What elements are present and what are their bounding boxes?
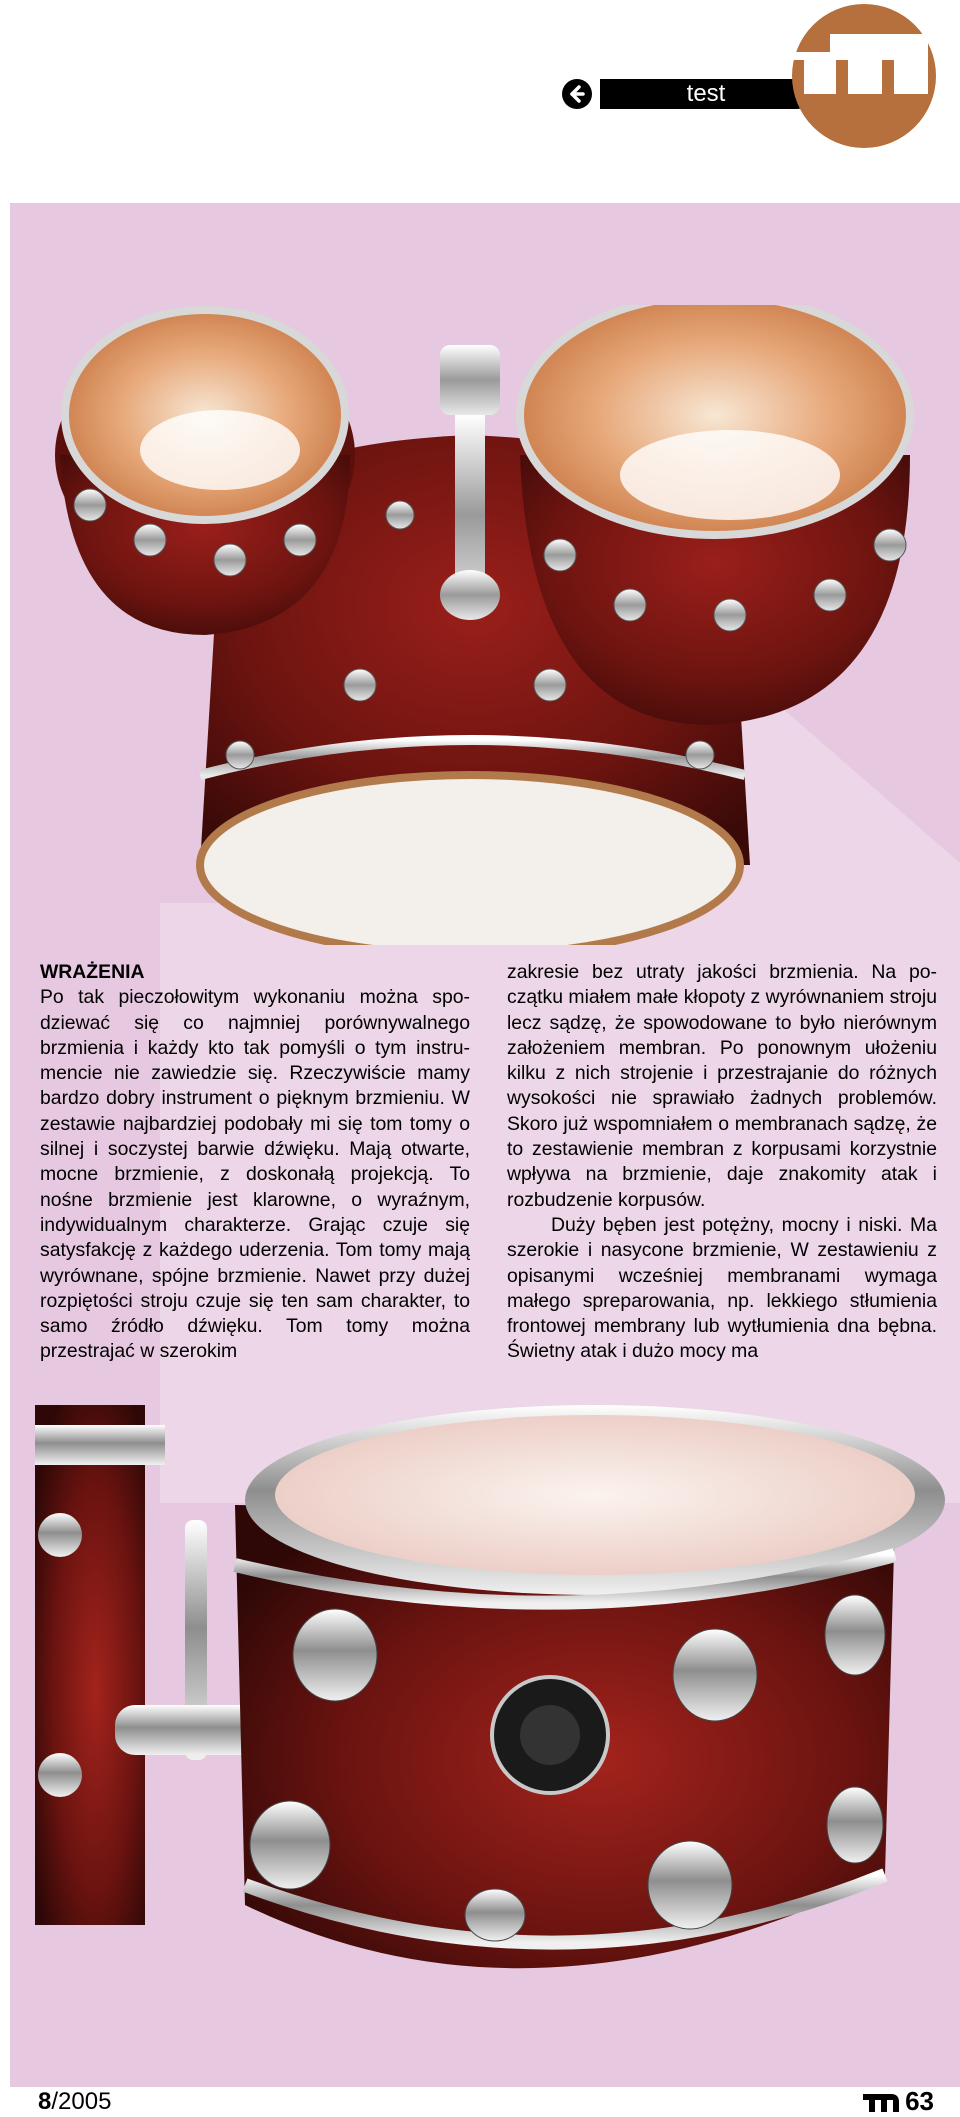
paragraph: zakresie bez utraty jakości brzmienia. Na początku miałem małe kłopoty z wyrównaniem stroju lecz sądzę, że spowodowane to było nierównym założeniem membran. Po ponownym ułożeniu kilku z nich strojenie i przestrajanie do różnych wysokości nie sprawiało żadnych problemów. Skoro już wspomniałem o membranach sądzę, że to zestawienie membran z korpusami korzystnie wpływa na brzmienie, daje znakomity atak i rozbudzenie korpusów. bbox=[507, 961, 937, 1211]
section-heading: WRAŻENIA bbox=[40, 961, 145, 983]
issue-date bbox=[38, 2088, 111, 2116]
section-label: test bbox=[600, 79, 812, 109]
page-number: 63 bbox=[905, 2086, 934, 2116]
page-header bbox=[0, 0, 960, 200]
paragraph: Po tak pieczołowitym wykonaniu można spodziewać się co najmniej porównywalnego brzmienia i każdy kto tak pomyśli o tym instrumencie nie zawiedzie się. Rzeczywiście mamy bardzo dobry instrument o pięknym brzmieniu. W zestawie najbardziej podobały mi się tom tomy o silnej i soczystej barwie dźwięku. Mają otwarte, mocne brzmienie, z doskonałą projekcją. To nośne brzmienie jest klarowne, o wyraźnym, indywidualnym charakterze. Grając czuje się satysfakcję z każdego uderzenia. Tom tomy mają wyrównane, spójne brzmienie. Nawet przy dużej rozpiętości stroju czuje się ten sam charakter, to samo źródło dźwięku. Tom tomy można przestrajać w szerokim bbox=[40, 986, 470, 1363]
article-column-right bbox=[507, 960, 937, 1365]
paragraph: Duży bęben jest potężny, mocny i niski. Ma szerokie i nasycone brzmienie, W zestawieniu z opisanymi wcześniej membranami wymaga małego spreparowania, np. lekkiego stłumienia frontowej membrany lub wytłumienia dna bębna. Świetny atak i dużo mocy ma bbox=[507, 1213, 937, 1363]
magazine-logo-icon bbox=[863, 2090, 899, 2112]
page-footer bbox=[863, 2086, 934, 2116]
issue-number: 8 bbox=[38, 2088, 52, 2115]
drum-kit-photo bbox=[30, 305, 950, 945]
tom-closeup-photo bbox=[35, 1405, 950, 2015]
arrow-left-icon[interactable] bbox=[562, 79, 592, 109]
issue-year: /2005 bbox=[51, 2088, 112, 2115]
magazine-logo-icon bbox=[790, 2, 938, 150]
article-column-left bbox=[40, 960, 470, 1365]
article-body bbox=[40, 960, 937, 1365]
